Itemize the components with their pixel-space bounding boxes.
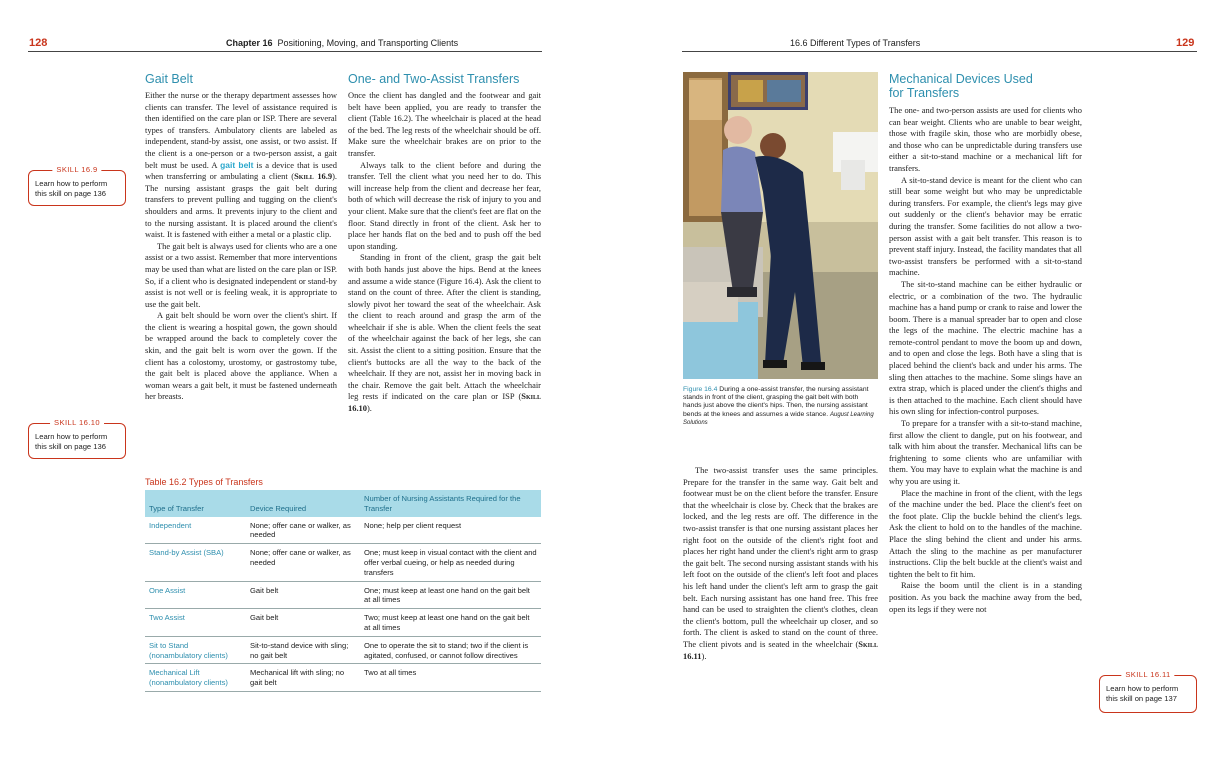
- table-cell: One Assist: [145, 581, 246, 609]
- figure-caption: [683, 386, 878, 427]
- figure-caption-text: During a one-assist transfer, the nursing assistant stands in front of the client, grasping the gait belt with both hands just above the client's hips. Then, the nursing assistant bends at the knees and assumes a wide stance.: [683, 386, 869, 418]
- table-cell: Mechanical Lift (nonambulatory clients): [145, 664, 246, 692]
- skill-ref-16-10[interactable]: Skill 16.10: [348, 391, 541, 414]
- table-cell: Two at all times: [360, 664, 541, 692]
- skill-box-label: SKILL 16.9: [52, 165, 101, 175]
- table-cell: Two Assist: [145, 609, 246, 637]
- table-cell: Two; must keep at least one hand on the gait belt at all times: [360, 609, 541, 637]
- skill-box-text: Learn how to perform this skill on page 136: [35, 432, 108, 451]
- mechanical-p4: To prepare for a transfer with a sit-to-stand machine, first allow the client to dangle, put on his footwear, and talk with him about the transfer. Mechanical lifts can be frightening to some clients who are unfamiliar with them. You may have to explain what the machine is and why you are using it.: [889, 418, 1082, 486]
- one-two-p3b: ).: [366, 403, 372, 414]
- gait-belt-heading: Gait Belt: [145, 72, 193, 86]
- table-caption: Table 16.2 Types of Transfers: [145, 477, 263, 487]
- transfer-photo-illustration: [683, 72, 878, 379]
- left-running-head: [226, 38, 458, 48]
- mechanical-heading-line1: Mechanical Devices Used: [889, 72, 1033, 86]
- mechanical-p2: A sit-to-stand device is meant for the client who can still bear some weight but who may be unpredictable during transfers. For example, the client's legs may give out suddenly or the client's behavior may be erratic during the transfer. Some facilities do not allow a two-person assist with a gait belt transfer. This reason is to prevent staff injury. Instead, the facility mandates that all two-assist transfers be performed with a sit-to-stand machine.: [889, 174, 1082, 278]
- right-running-head: 16.6 Different Types of Transfers: [790, 38, 921, 48]
- gait-belt-p2: The gait belt is always used for clients who are a one assist or a two assist. Remember that more interventions may be used than what are listed on the care plan or ISP. So, if a client who is designated independent or stand-by assist is not well or is feeling weak, it is appropriate to use the gait belt.: [145, 240, 337, 309]
- gait-belt-p1b: is a device that is used when transferring or ambulating a client (: [145, 159, 337, 182]
- gait-belt-text: [145, 90, 337, 403]
- skill-box-16-9[interactable]: [28, 165, 126, 206]
- skill-box-16-10[interactable]: [28, 418, 126, 459]
- two-assist-p1a: The two-assist transfer uses the same principles. Prepare for the transfer in the same way. Gait belt and footwear must be on the client before the transfer. Ensure that the wheelchair is close by. Check that the brakes are locked, and the leg rests are off. The difference in the two-assist transfer is that one nursing assistant places her right foot on the outside of the client's right foot and places her right hand under the client's right arm to grasp the gait belt. The second nursing assistant stands with his left foot on the outside of the client's left foot and places his left hand under the client's left arm to grasp the gait belt. Each nursing assistant has one hand free. This free hand can be used to straighten the client's clothes, clean the client's bottom, pull the wheelchair up closer, and so forth. The client is asked to stand on the count of three. The client pivots and is seated in the wheelchair (: [683, 465, 878, 649]
- glossary-term-gait-belt[interactable]: gait belt: [220, 159, 254, 170]
- mechanical-text: [889, 105, 1082, 615]
- table-row: [145, 636, 541, 664]
- skill-ref-16-9[interactable]: Skill 16.9: [294, 171, 333, 182]
- one-two-p3a: Standing in front of the client, grasp the gait belt with both hands just above the hips. Bend at the knees and assume a wide stance (Figure 16.4). Ask the client to stand on the count of three. After the client is standing, slowly pivot her toward the seat of the wheelchair. Ask the client to reach around and grasp the arm of the wheelchair if she is able. When the client feels the seat of the wheelchair against the back of her legs, she can sit. Assist the client to a sitting position. Ensure that the client's buttocks are all the way to the back of the wheelchair. If they are not, assist her in moving back in the chair. Remove the gait belt. Attach the wheelchair leg rests if indicated on the care plan or ISP (: [348, 252, 541, 402]
- one-two-assist-heading: One- and Two-Assist Transfers: [348, 72, 520, 86]
- one-two-assist-text: [348, 90, 541, 415]
- transfer-types-table: [145, 490, 541, 692]
- two-assist-p1b: ).: [701, 650, 707, 661]
- mechanical-p1: The one- and two-person assists are used for clients who can bear weight. Clients who are unable to bear weight, those with fragile skin, those who are morbidly obese, and those who can be unpredictable during transfers use either a sit-to-stand machine or a mechanical lift for transfers.: [889, 105, 1082, 173]
- figure-credit: August Learning Solutions: [683, 411, 874, 426]
- table-cell: Gait belt: [246, 581, 360, 609]
- figure-label: Figure 16.4: [683, 386, 718, 393]
- right-header-rule: [682, 51, 1197, 52]
- skill-box-label: SKILL 16.10: [50, 418, 104, 428]
- skill-ref-16-11[interactable]: Skill 16.11: [683, 638, 878, 661]
- gait-belt-p1c: ). The nursing assistant grasps the gait belt during transfers to prevent pulling and tugging on the client's shoulders and arms. It prevents injury to the client and to the nursing assistant. It is placed around the client's waist. It is fastened with either a metal or a plastic clip.: [145, 171, 338, 240]
- table-cell: None; offer cane or walker, as needed: [246, 517, 360, 544]
- mechanical-p6: Raise the boom until the client is in a standing position. As you back the machine away from the bed, open its legs if they were not: [889, 580, 1082, 614]
- table-cell: One; must keep in visual contact with the client and offer verbal cueing, or help as needed during transfers: [360, 544, 541, 581]
- table-header-row: [145, 490, 541, 517]
- table-row: [145, 664, 541, 692]
- table-header-cell: Number of Nursing Assistants Required for the Transfer: [360, 490, 541, 517]
- chapter-label: Chapter 16: [226, 38, 273, 48]
- mechanical-heading: [889, 72, 1033, 100]
- table-row: [145, 544, 541, 581]
- table-row: [145, 581, 541, 609]
- table-header-cell: Device Required: [246, 490, 360, 517]
- table-cell: Stand-by Assist (SBA): [145, 544, 246, 581]
- skill-box-text: Learn how to perform this skill on page 136: [35, 179, 108, 198]
- table-cell: Sit to Stand (nonambulatory clients): [145, 636, 246, 664]
- table-cell: Gait belt: [246, 609, 360, 637]
- table-cell: None; offer cane or walker, as needed: [246, 544, 360, 581]
- table-cell: Mechanical lift with sling; no gait belt: [246, 664, 360, 692]
- one-two-p2: Always talk to the client before and during the transfer. Tell the client what you need her to do. This will increase help from the client and decrease her fear, both of which will decrease the risk of injury to you and your client. Make sure that the client's feet are flat on the floor. Stand directly in front of the client. Ask her to place her hands flat on the bed and to push off the bed upon standing.: [348, 159, 541, 251]
- table-header-cell: Type of Transfer: [145, 490, 246, 517]
- left-page-number: 128: [29, 37, 48, 49]
- table-cell: One; must keep at least one hand on the gait belt at all times: [360, 581, 541, 609]
- gait-belt-p1a: Either the nurse or the therapy department assesses how clients can transfer. The level of assistance required is then identified on the care plan or ISP. There are several types of transfers. Ambulatory clients are labeled as independent, stand-by assist, one assist, or two assist. If the client is a one-person or a two-person assist, a gait belt must be used. A: [145, 90, 337, 170]
- table-cell: One to operate the sit to stand; two if the client is agitated, confused, or cannot follow directives: [360, 636, 541, 664]
- table-cell: None; help per client request: [360, 517, 541, 544]
- figure-16-4-photo: [683, 72, 878, 379]
- table-cell: Independent: [145, 517, 246, 544]
- table-cell: Sit-to-stand device with sling; no gait belt: [246, 636, 360, 664]
- chapter-title: Positioning, Moving, and Transporting Clients: [277, 38, 459, 48]
- one-two-p1: Once the client has dangled and the footwear and gait belt have been applied, you are ready to transfer the client (Table 16.2). The wheelchair is placed at the head of the bed. The leg rests of the wheelchair should be off. Make sure the wheelchair brakes are on prior to the transfer.: [348, 90, 541, 158]
- table-row: [145, 609, 541, 637]
- mechanical-p3: The sit-to-stand machine can be either hydraulic or electric, or a combination of the two. The hydraulic machine has a hand pump or crank to raise and lower the boom. There is a manual spreader bar to open and close the legs of the machine. The electric machine has a remote-control pendant to move the boom up and down, and to open and close the legs. Both have a sling that is placed behind the client's back and under his arms. The sling then attaches to the machine. Some slings have an extra strap, which is placed under the client's thighs and is then attached to the machine. Each client should have his own sling for infection-control purposes.: [889, 278, 1082, 417]
- mechanical-heading-line2: for Transfers: [889, 86, 960, 100]
- left-header-rule: [28, 51, 542, 52]
- right-page-number: 129: [1176, 37, 1195, 49]
- mechanical-p5: Place the machine in front of the client, with the legs of the machine under the bed. Place the client's feet on the foot plate. Clip the buckle behind the client's legs. Ask the client to hold on to the handles of the machine. Place the sling behind the client and under his arms. Attach the sling to the machine as per manufacturer instructions. Clip the belt buckle at the client's waist and tighten the belt to fit him.: [889, 487, 1082, 579]
- two-assist-text: [683, 465, 878, 662]
- skill-box-label: SKILL 16.11: [1121, 670, 1174, 680]
- table-row: [145, 517, 541, 544]
- skill-box-text: Learn how to perform this skill on page 137: [1106, 684, 1179, 703]
- gait-belt-p3: A gait belt should be worn over the client's shirt. If the client is wearing a hospital gown, the gown should be wrapped around the back to completely cover the skin, and the gait belt is worn over the gown. If the client has a colostomy, urostomy, or gastrostomy tube, the gait belt is placed above the appliance. When a woman wears a gait belt, it must be fastened underneath her breasts.: [145, 310, 337, 402]
- skill-box-16-11[interactable]: [1099, 670, 1197, 713]
